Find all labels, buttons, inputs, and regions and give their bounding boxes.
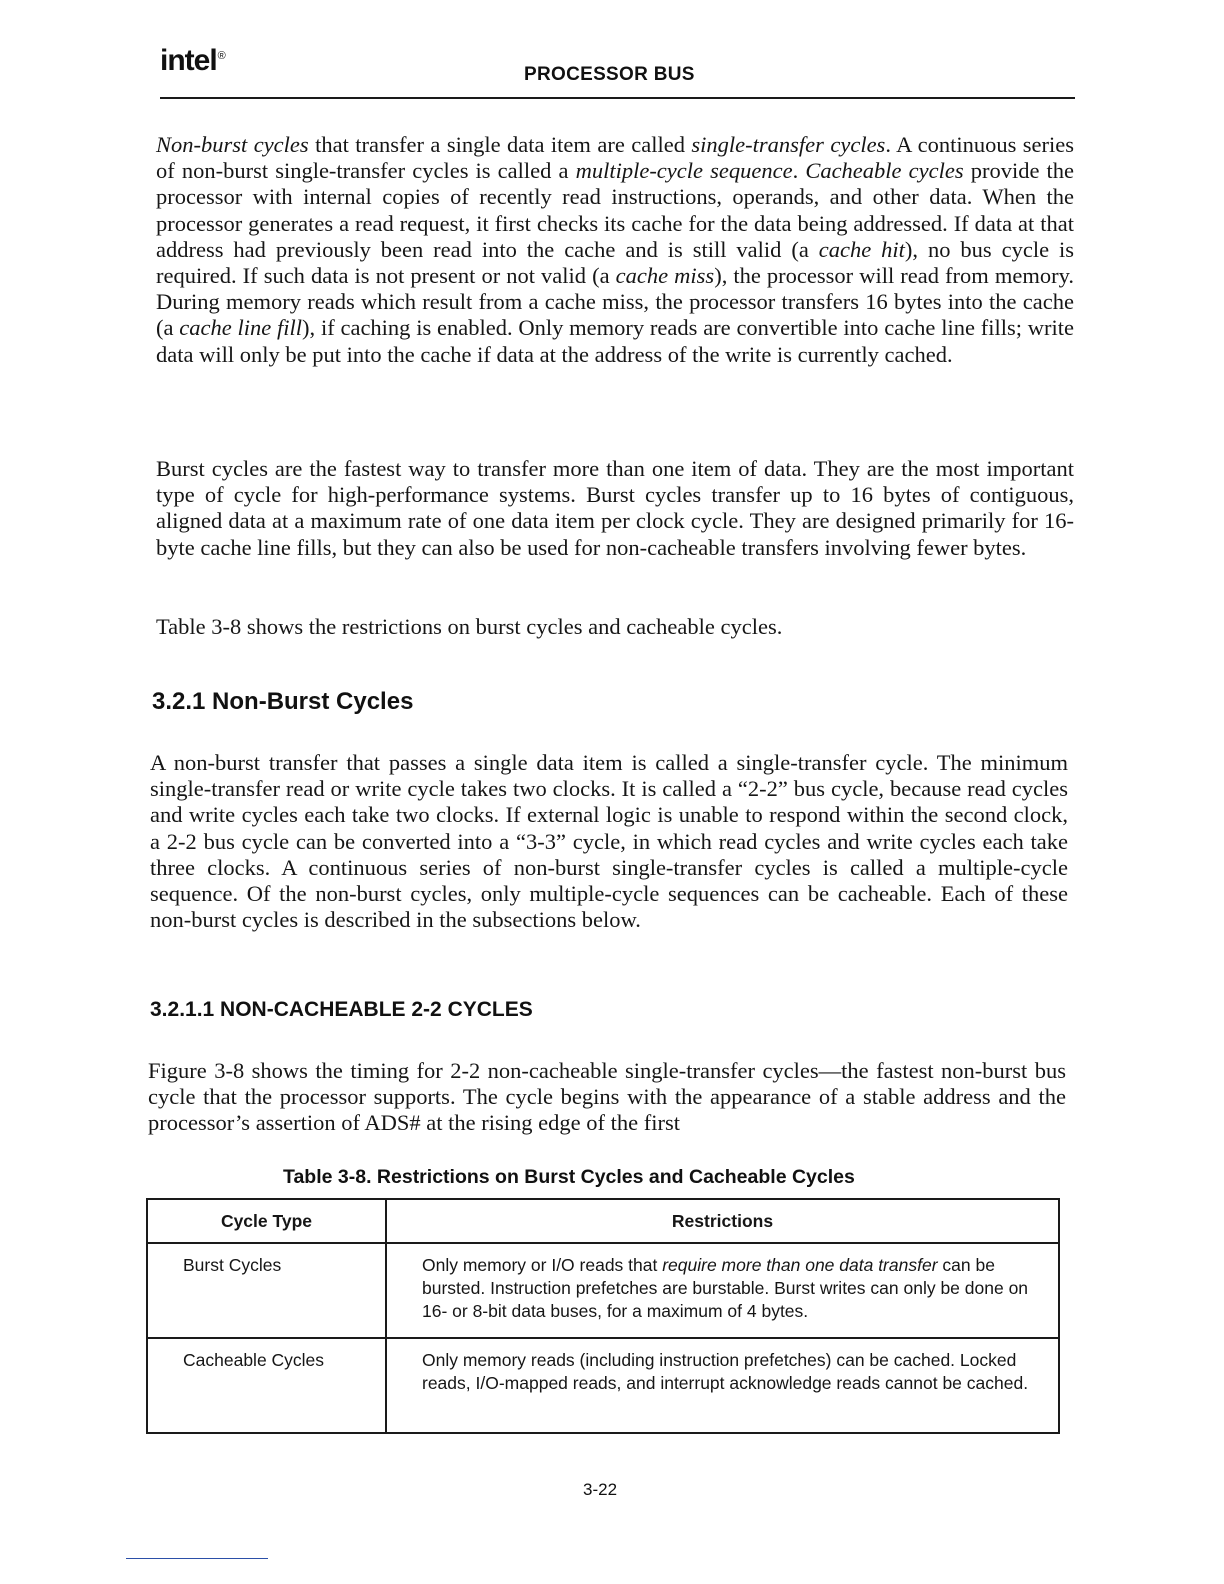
section-heading-non-burst-cycles: 3.2.1 Non-Burst Cycles [152,688,414,715]
text-run: . [792,158,806,184]
table-caption: Table 3-8. Restrictions on Burst Cycles and Cacheable Cycles [283,1166,855,1188]
paragraph-burst-cycles: Burst cycles are the fastest way to transfer more than one item of data. They are the most important type of cycle for high-performance systems. Burst cycles transfer up to 16 bytes of contiguous, aligned data at a maximum rate of one data item per clock cycle. They are designed primarily for 16-byte cache line fills, but they can also be used for non-cacheable transfers involving fewer bytes. [156,456,1074,560]
page-number: 3-22 [583,1480,618,1499]
paragraph-non-burst-transfer: A non-burst transfer that passes a single data item is called a single-transfer cycle. The minimum single-transfer read or write cycle takes two clocks. It is called a “2-2” bus cycle, because read cycles and write cycles each take two clocks. If external logic is unable to respond within the second clock, a 2-2 bus cycle can be converted into a “3-3” cycle, in which read cycles and write cycles each take three clocks. A continuous series of non-burst single-transfer cycles is called a multiple-cycle sequence. Of the non-burst cycles, only multiple-cycle sequences can be cacheable. Each of these non-burst cycles is described in the subsections below. [150,750,1068,933]
italic-term: Non-burst cycles [156,132,309,157]
footer-rule [126,1558,268,1559]
text-run: ), if caching is enabled. Only memory reads are convertible into cache line fills; write data will only be put into the cache if data at the address of the write is currently cached. [156,315,1074,367]
restrictions-table [146,1198,1060,1434]
paragraph-figure-reference: Figure 3-8 shows the timing for 2-2 non-cacheable single-transfer cycles—the fastest non-burst bus cycle that the processor supports. The cycle begins with the appearance of a stable address and the processor’s assertion of ADS# at the rising edge of the first [148,1058,1066,1136]
subsection-heading-non-cacheable-2-2: 3.2.1.1 NON-CACHEABLE 2-2 CYCLES [150,998,533,1021]
intel-logo [160,44,225,78]
italic-term: cache miss [615,263,715,289]
restriction-cell [386,1243,1059,1338]
running-head: PROCESSOR BUS [524,64,695,85]
text-run: can be bursted. Instruction prefetches are burstable. Burst writes can only be done on 16- or 8-bit data buses, for a maximum of 4 bytes. [422,1255,1029,1321]
text-run: ), no bus cycle is required. If such data is not present or not valid (a [156,236,1074,289]
paragraph-cycle-definitions [156,132,1074,368]
italic-term: Cacheable cycles [805,158,964,184]
italic-term: single-transfer cycles [691,132,886,157]
text-run: provide the processor with internal copies of recently read instructions, operands, and other data. When the processor generates a read request, it first checks its cache for the data being addressed. If data at that address had previously been read into the cache and is still valid (a [156,158,1075,262]
text-run: Only memory or I/O reads that [422,1255,663,1275]
paragraph-table-reference: Table 3-8 shows the restrictions on burst cycles and cacheable cycles. [156,614,783,639]
restriction-cell [386,1338,1059,1433]
column-header-restrictions: Restrictions [386,1199,1059,1243]
table-row [147,1243,1059,1338]
italic-term: multiple-cycle sequence [575,158,793,184]
table-row [147,1338,1059,1433]
table-header-row [147,1199,1059,1243]
italic-term: require more than one data transfer [662,1255,938,1275]
header-rule [160,97,1075,99]
text-run: ), the processor will read from memory. During memory reads which result from a cache miss, the processor transfers 16 bytes into the cache (a [156,263,1074,341]
registered-mark: ® [217,50,225,62]
logo-text: intel [160,44,217,77]
italic-term: cache line fill [179,315,303,341]
cycle-type-cell: Burst Cycles [147,1243,386,1338]
text-run: Only memory reads (including instruction prefetches) can be cached. Locked reads, I/O-mapped reads, and interrupt acknowledge reads cannot be cached. [422,1350,1029,1393]
italic-term: cache hit [818,236,905,262]
text-run: . A continuous series of non-burst single-transfer cycles is called a [156,132,1074,184]
column-header-cycle-type: Cycle Type [147,1199,386,1243]
text-run: that transfer a single data item are called [308,132,692,157]
cycle-type-cell: Cacheable Cycles [147,1338,386,1433]
